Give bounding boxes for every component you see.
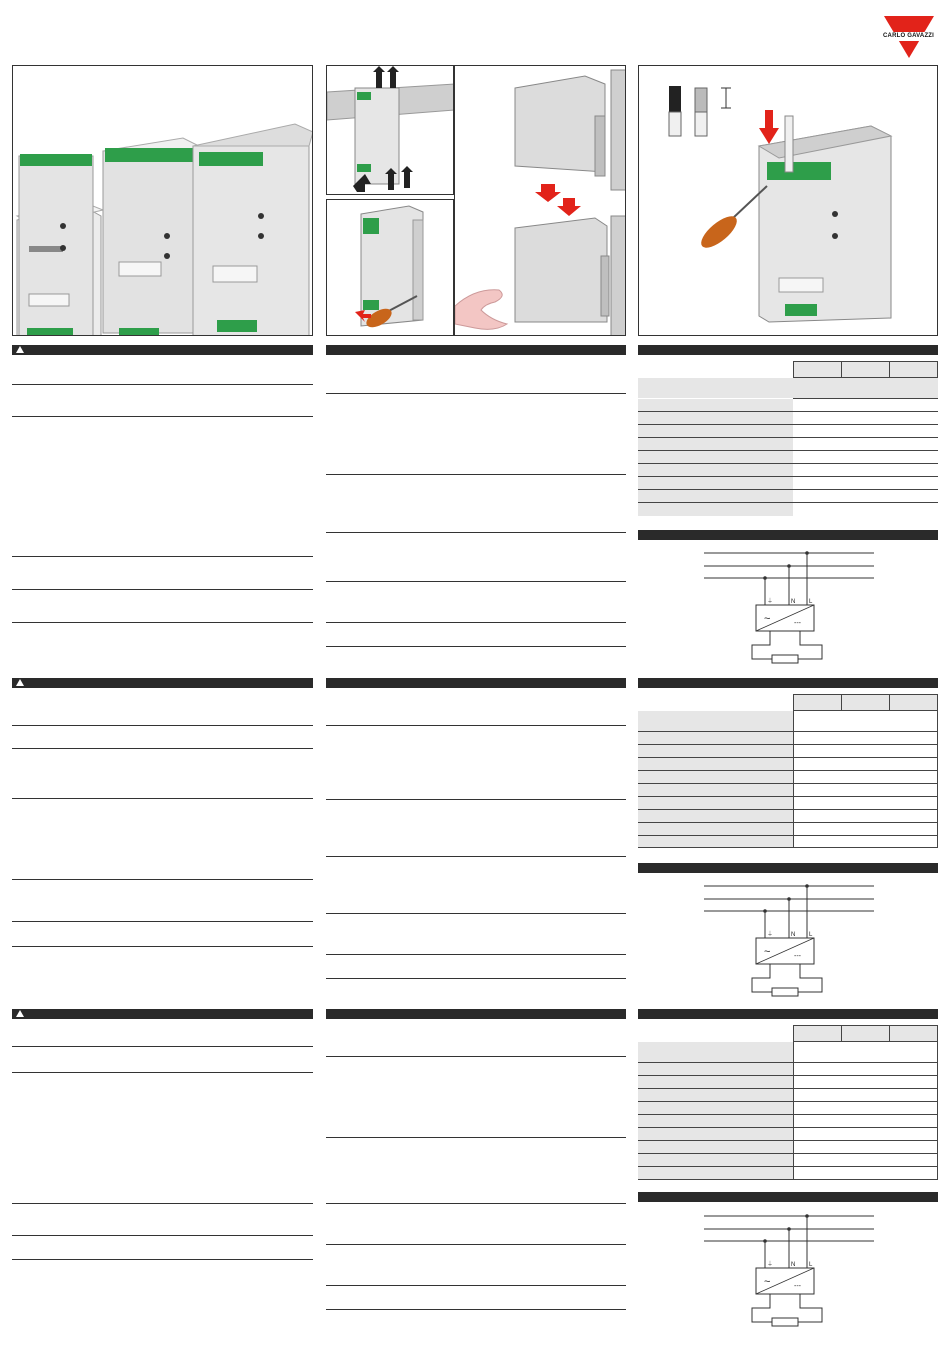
divider (326, 1137, 626, 1138)
section-header-warning-3 (12, 1009, 313, 1019)
terminal-label: ⏚ (767, 1262, 774, 1268)
divider (326, 646, 626, 647)
divider (12, 1259, 313, 1260)
table-header-bar-2 (638, 678, 938, 688)
table-header-bar-3 (638, 1009, 938, 1019)
screwdriver-release-illustration (327, 200, 454, 336)
wire-insertion-illustration (639, 66, 938, 336)
screwdriver-icon (696, 186, 767, 253)
section-header-2 (326, 678, 626, 688)
terminal-label: L (809, 932, 813, 938)
din-rail-removal-illustration (327, 66, 454, 195)
divider (326, 725, 626, 726)
divider (326, 581, 626, 582)
divider (326, 622, 626, 623)
din-rail-removal-panel (326, 65, 454, 195)
arrow-down-icon (535, 184, 581, 216)
mounting-sequence-illustration (455, 66, 626, 336)
wiring-diagram-3 (638, 1208, 938, 1338)
divider (12, 416, 313, 417)
divider (12, 384, 313, 385)
warning-triangle-icon (16, 346, 24, 353)
warning-triangle-icon (16, 679, 24, 686)
divider (12, 1203, 313, 1204)
wiring-diagram-1 (638, 545, 938, 675)
dc-symbol: --- (794, 1283, 801, 1290)
divider (326, 1203, 626, 1204)
terminal-label: L (809, 1262, 813, 1268)
divider (326, 1056, 626, 1057)
divider (326, 856, 626, 857)
terminal-label: N (791, 1262, 796, 1268)
brand-name: CARLO GAVAZZI (883, 33, 935, 39)
divider (12, 879, 313, 880)
divider (326, 799, 626, 800)
divider (12, 622, 313, 623)
divider (326, 954, 626, 955)
divider (326, 1244, 626, 1245)
spec-table-3 (638, 1025, 938, 1180)
divider (12, 725, 313, 726)
table-header-bar-1 (638, 345, 938, 355)
divider (12, 1046, 313, 1047)
dc-symbol: --- (794, 953, 801, 960)
divider (326, 532, 626, 533)
screwdriver-release-panel (326, 199, 454, 336)
divider (12, 556, 313, 557)
section-header-warning-1 (12, 345, 313, 355)
wire-insertion-panel (638, 65, 938, 336)
ac-symbol: ~ (764, 1276, 771, 1288)
terminal-label: L (809, 599, 813, 605)
load-resistor (772, 655, 798, 663)
terminal-label: ⏚ (767, 599, 774, 605)
section-header-3 (326, 1009, 626, 1019)
section-header-warning-2 (12, 678, 313, 688)
terminal-label: N (791, 599, 796, 605)
ac-symbol: ~ (764, 613, 771, 625)
dc-symbol: --- (794, 620, 801, 627)
divider (12, 589, 313, 590)
divider (326, 978, 626, 979)
mounting-sequence-panel (454, 65, 626, 336)
divider (326, 474, 626, 475)
product-photo-illustration (13, 66, 313, 336)
divider (12, 1072, 313, 1073)
ac-symbol: ~ (764, 946, 771, 958)
divider (326, 1309, 626, 1310)
spec-table-2 (638, 694, 938, 848)
spec-table-1 (638, 361, 938, 516)
divider (12, 798, 313, 799)
arrow-red-icon (759, 110, 779, 144)
load-resistor (772, 988, 798, 996)
wiring-header-bar-1 (638, 530, 938, 540)
wiring-diagram-2 (638, 878, 938, 1008)
divider (326, 1285, 626, 1286)
divider (326, 913, 626, 914)
brand-logo (880, 14, 938, 62)
ferrule-icon (669, 86, 731, 136)
hand-icon (455, 290, 507, 330)
divider (12, 748, 313, 749)
divider (12, 921, 313, 922)
divider (326, 393, 626, 394)
section-header-1 (326, 345, 626, 355)
terminal-label: ⏚ (767, 932, 774, 938)
warning-triangle-icon (16, 1010, 24, 1017)
terminal-label: N (791, 932, 796, 938)
wiring-header-bar-3 (638, 1192, 938, 1202)
wiring-header-bar-2 (638, 863, 938, 873)
load-resistor (772, 1318, 798, 1326)
divider (12, 946, 313, 947)
divider (12, 1235, 313, 1236)
product-photo-panel (12, 65, 313, 336)
